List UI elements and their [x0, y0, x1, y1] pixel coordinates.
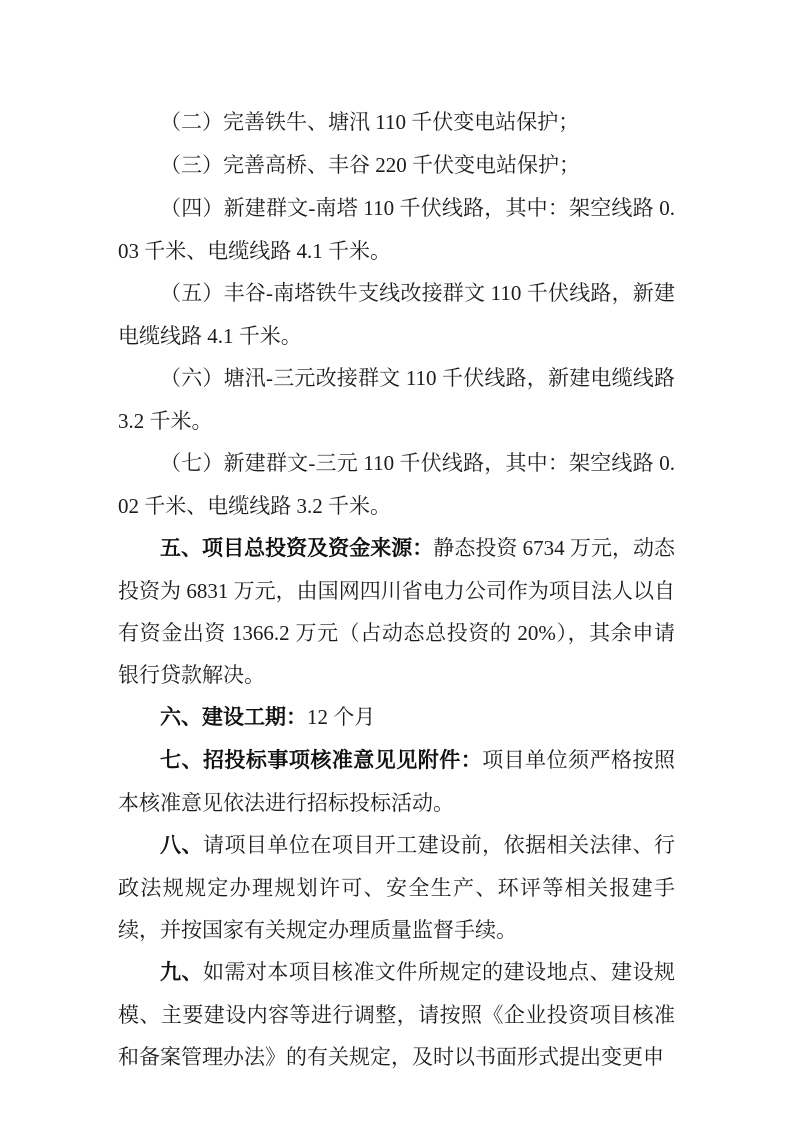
- paragraph-item-5: [118, 272, 675, 357]
- paragraph-text: （二）完善铁牛、塘汛 110 千伏变电站保护；: [160, 110, 580, 134]
- paragraph-text: 如需对本项目核准文件所规定的建设地点、建设规模、主要建设内容等进行调整，请按照《企业投资项目核准和备案管理办法》的有关规定，及时以书面形式提出变更申: [118, 960, 676, 1069]
- paragraph-item-6: [118, 357, 675, 442]
- paragraph-item-7: [118, 442, 675, 527]
- document-body: [118, 101, 675, 1078]
- section-9-changes: [118, 951, 675, 1078]
- section-heading: 五、项目总投资及资金来源：: [160, 537, 434, 560]
- paragraph-text: 请项目单位在项目开工建设前，依据相关法律、行政法规规定办理规划许可、安全生产、环评等相关报建手续，并按国家有关规定办理质量监督手续。: [118, 833, 676, 942]
- paragraph-item-2: [118, 101, 675, 144]
- section-7-bidding: [118, 739, 675, 824]
- paragraph-text: 项目单位须严格按照本核准意见依法进行招标投标活动。: [118, 748, 676, 815]
- paragraph-text: （七）新建群文-三元 110 千伏线路，其中：架空线路 0.02 千米、电缆线路 3.2 千米。: [118, 451, 675, 518]
- paragraph-item-3: [118, 144, 675, 187]
- paragraph-text: （三）完善高桥、丰谷 220 千伏变电站保护；: [160, 153, 580, 177]
- paragraph-item-4: [118, 187, 675, 272]
- paragraph-text: （五）丰谷-南塔铁牛支线改接群文 110 千伏线路，新建电缆线路 4.1 千米。: [118, 281, 675, 348]
- paragraph-text: 12 个月: [307, 705, 376, 729]
- paragraph-text: （四）新建群文-南塔 110 千伏线路，其中：架空线路 0.03 千米、电缆线路 4.1 千米。: [118, 196, 675, 263]
- paragraph-text: 静态投资 6734 万元，动态投资为 6831 万元，由国网四川省电力公司作为项目法人以自有资金出资 1366.2 万元（占动态总投资的 20%），其余申请银行贷款解决。: [118, 536, 676, 687]
- section-5-investment: [118, 527, 675, 696]
- section-heading: 九、: [160, 961, 203, 984]
- section-heading: 六、建设工期：: [160, 706, 307, 729]
- paragraph-text: （六）塘汛-三元改接群文 110 千伏线路，新建电缆线路 3.2 千米。: [118, 366, 675, 433]
- section-8-procedures: [118, 824, 675, 951]
- section-heading: 七、招投标事项核准意见见附件：: [160, 749, 483, 772]
- section-6-schedule: [118, 696, 675, 739]
- section-heading: 八、: [160, 834, 203, 857]
